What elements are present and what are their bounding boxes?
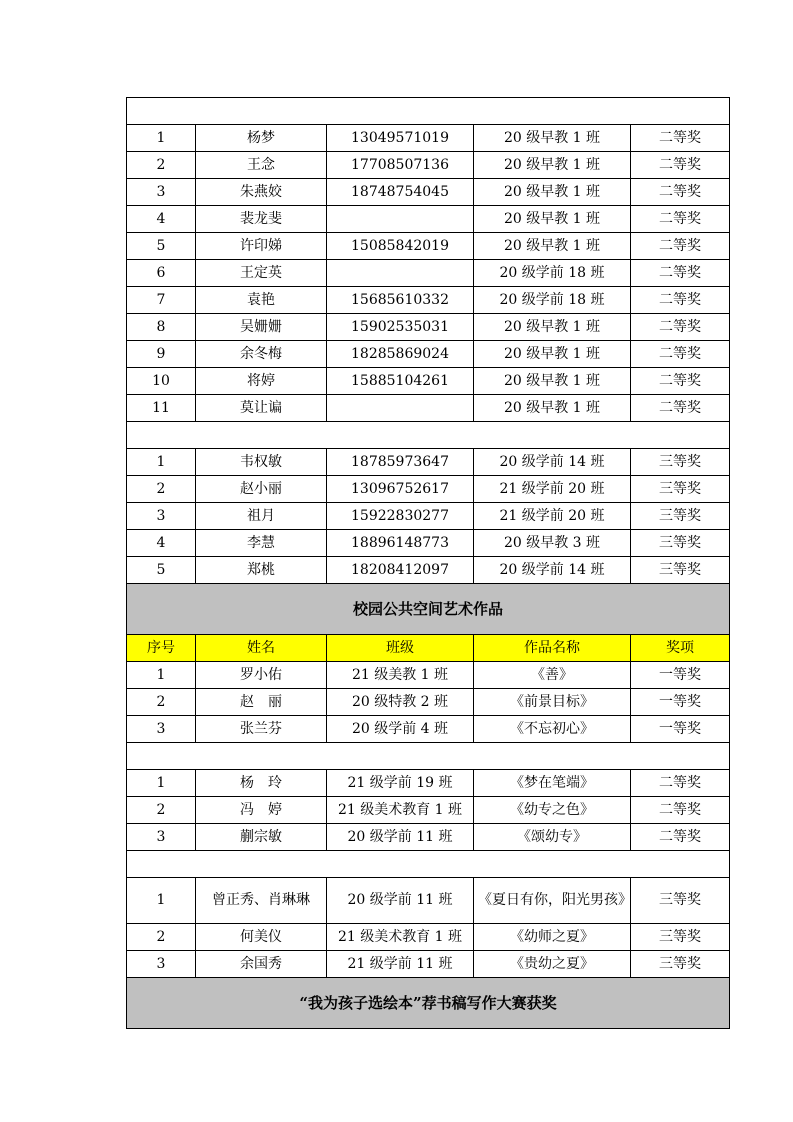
table-row: 8 吴姗姗 15902535031 20 级早教 1 班 二等奖 — [127, 314, 730, 341]
header-no: 序号 — [127, 635, 196, 662]
table-row: 9 余冬梅 18285869024 20 级早教 1 班 二等奖 — [127, 341, 730, 368]
table-header-row — [127, 635, 730, 662]
table-row: 1 韦权敏 18785973647 20 级学前 14 班 三等奖 — [127, 449, 730, 476]
table-row: 10 将婷 15885104261 20 级早教 1 班 二等奖 — [127, 368, 730, 395]
table-row: 4 裴龙斐 20 级早教 1 班 二等奖 — [127, 206, 730, 233]
blank-row — [127, 743, 730, 770]
section-title: 校园公共空间艺术作品 — [127, 584, 730, 635]
blank-row — [127, 851, 730, 878]
table-row: 3 蒯宗敏 20 级学前 11 班 《颂幼专》 二等奖 — [127, 824, 730, 851]
table-row: 2 何美仪 21 级美术教育 1 班 《幼师之夏》 三等奖 — [127, 924, 730, 951]
table-row: 2 王念 17708507136 20 级早教 1 班 二等奖 — [127, 152, 730, 179]
table-row: 1 罗小佑 21 级美教 1 班 《善》 一等奖 — [127, 662, 730, 689]
blank-row — [127, 98, 730, 125]
section-title: “我为孩子选绘本”荐书稿写作大赛获奖 — [127, 978, 730, 1029]
table-row: 3 余国秀 21 级学前 11 班 《贵幼之夏》 三等奖 — [127, 951, 730, 978]
table-row: 2 赵 丽 20 级特教 2 班 《前景目标》 一等奖 — [127, 689, 730, 716]
table-row: 4 李慧 18896148773 20 级早教 3 班 三等奖 — [127, 530, 730, 557]
table-row: 11 莫让谝 20 级早教 1 班 二等奖 — [127, 395, 730, 422]
table-row: 1 曾正秀、肖琳琳 20 级学前 11 班 《夏日有你，阳光男孩》 三等奖 — [127, 878, 730, 924]
header-name: 姓名 — [196, 635, 327, 662]
section-title-row — [127, 584, 730, 635]
header-work: 作品名称 — [474, 635, 631, 662]
table-row: 5 郑桃 18208412097 20 级学前 14 班 三等奖 — [127, 557, 730, 584]
table-row: 2 赵小丽 13096752617 21 级学前 20 班 三等奖 — [127, 476, 730, 503]
awards-table — [126, 97, 730, 1029]
table-row: 3 朱燕姣 18748754045 20 级早教 1 班 二等奖 — [127, 179, 730, 206]
table-row: 2 冯 婷 21 级美术教育 1 班 《幼专之色》 二等奖 — [127, 797, 730, 824]
table-row: 5 许印娣 15085842019 20 级早教 1 班 二等奖 — [127, 233, 730, 260]
table-row: 3 祖月 15922830277 21 级学前 20 班 三等奖 — [127, 503, 730, 530]
blank-row — [127, 422, 730, 449]
table-row: 1 杨梦 13049571019 20 级早教 1 班 二等奖 — [127, 125, 730, 152]
table-row: 1 杨 玲 21 级学前 19 班 《梦在笔端》 二等奖 — [127, 770, 730, 797]
section-title-row — [127, 978, 730, 1029]
header-award: 奖项 — [631, 635, 730, 662]
header-class: 班级 — [327, 635, 474, 662]
table-row: 7 袁艳 15685610332 20 级学前 18 班 二等奖 — [127, 287, 730, 314]
table-row: 6 王定英 20 级学前 18 班 二等奖 — [127, 260, 730, 287]
table-row: 3 张兰芬 20 级学前 4 班 《不忘初心》 一等奖 — [127, 716, 730, 743]
